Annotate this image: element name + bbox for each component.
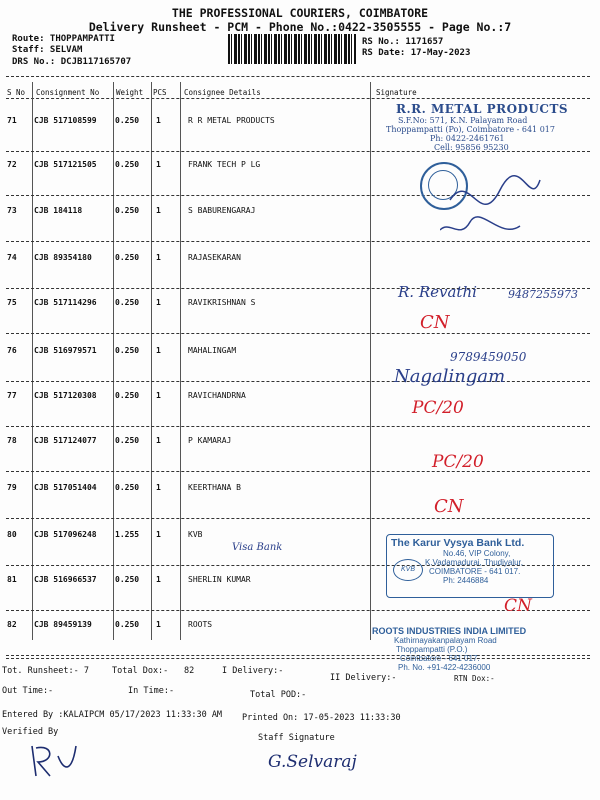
row-consignee: RAVIKRISHNAN S <box>188 298 256 307</box>
route: Route: THOPPAMPATTI <box>12 34 115 44</box>
total-pod: Total POD:- <box>250 690 307 700</box>
row-weight: 0.250 <box>115 116 140 125</box>
stamp-line: COIMBATORE - 641 017. <box>429 567 521 576</box>
row-consignee: P KAMARAJ <box>188 436 232 445</box>
row-weight: 0.250 <box>115 436 140 445</box>
stamp-line: Ph: 0422-2461761 <box>430 134 505 143</box>
row-sno: 78 <box>7 436 17 445</box>
rtn-dox: RTN Dox:- <box>454 674 495 683</box>
row-pcs: 1 <box>156 436 161 445</box>
runsheet-subtitle: Delivery Runsheet - PCM - Phone No.:0422-3505555 - Page No.:7 <box>88 20 512 34</box>
row-sno: 74 <box>7 253 17 262</box>
divider <box>6 76 590 77</box>
tot-runsheet: Tot. Runsheet:- 7 <box>2 666 89 676</box>
row-sno: 76 <box>7 346 17 355</box>
row-divider <box>6 288 590 289</box>
row-consignee: RAVICHANDRNA <box>188 391 246 400</box>
in-time: In Time:- <box>128 686 175 696</box>
row-sno: 79 <box>7 483 17 492</box>
row-pcs: 1 <box>156 530 161 539</box>
row-consignment: CJB 517124077 <box>34 436 97 445</box>
signature-scribble <box>440 160 580 250</box>
row-weight: 0.250 <box>115 483 140 492</box>
row-pcs: 1 <box>156 206 161 215</box>
row-divider <box>6 610 590 611</box>
row-pcs: 1 <box>156 346 161 355</box>
row-consignment: CJB 517051404 <box>34 483 97 492</box>
row-weight: 0.250 <box>115 620 140 629</box>
row-consignment: CJB 516979571 <box>34 346 97 355</box>
row-consignment: CJB 517120308 <box>34 391 97 400</box>
stamp-line: Coimbatore - 641 017. <box>400 654 480 663</box>
ii-delivery: II Delivery:- <box>330 673 397 683</box>
row-consignment: CJB 517096248 <box>34 530 97 539</box>
row-weight: 0.250 <box>115 298 140 307</box>
row-weight: 0.250 <box>115 253 140 262</box>
row-pcs: 1 <box>156 298 161 307</box>
printed-on: Printed On: 17-05-2023 11:33:30 <box>242 713 401 723</box>
col-pcs: PCS <box>153 88 167 97</box>
row-consignee: ROOTS <box>188 620 213 629</box>
row-consignment: CJB 517114296 <box>34 298 97 307</box>
staff-signature-label: Staff Signature <box>258 733 335 743</box>
column-rule <box>113 82 114 640</box>
row-weight: 0.250 <box>115 160 140 169</box>
handwritten-mark: PC/20 <box>412 398 464 418</box>
row-weight: 0.250 <box>115 391 140 400</box>
stamp-line: Thoppampatti (P.O.) <box>396 645 468 654</box>
i-delivery: I Delivery:- <box>222 666 284 676</box>
handwritten-note: Visa Bank <box>232 542 283 553</box>
row-sno: 71 <box>7 116 17 125</box>
stamp-line: Ph: 2446884 <box>443 576 489 585</box>
stamp-line: S.F.No: 571, K.N. Palayam Road <box>398 116 528 125</box>
col-consignee: Consignee Details <box>184 88 261 97</box>
handwritten-mark: CN <box>504 596 532 616</box>
row-pcs: 1 <box>156 575 161 584</box>
stamp-line: ROOTS INDUSTRIES INDIA LIMITED <box>372 626 527 636</box>
col-signature: Signature <box>376 88 417 97</box>
divider <box>6 658 590 659</box>
handwritten-name: R. Revathi <box>398 283 477 301</box>
stamp-line: Kathirnayakanpalayam Road <box>394 636 497 645</box>
rs-number: RS No.: 1171657 <box>362 37 444 47</box>
row-weight: 0.250 <box>115 206 140 215</box>
row-consignee: FRANK TECH P LG <box>188 160 261 169</box>
row-sno: 77 <box>7 391 17 400</box>
row-pcs: 1 <box>156 253 161 262</box>
row-pcs: 1 <box>156 483 161 492</box>
kvb-logo: KVB <box>393 559 423 581</box>
handwritten-mark: CN <box>420 312 450 333</box>
row-consignment: CJB 517121505 <box>34 160 97 169</box>
col-consignment: Consignment No <box>36 88 100 97</box>
staff: Staff: SELVAM <box>12 45 83 55</box>
row-sno: 82 <box>7 620 17 629</box>
divider <box>6 98 590 99</box>
handwritten-phone: 9487255973 <box>508 288 578 301</box>
stamp-line: No.46, VIP Colony, <box>443 549 511 558</box>
stamp-line: R.R. METAL PRODUCTS <box>396 102 569 116</box>
verified-by: Verified By <box>2 727 59 737</box>
row-consignee: SHERLIN KUMAR <box>188 575 251 584</box>
total-dox-label: Total Dox:- <box>112 666 169 676</box>
row-sno: 81 <box>7 575 17 584</box>
row-divider <box>6 518 590 519</box>
row-consignment: CJB 517108599 <box>34 116 97 125</box>
row-consignee: RAJASEKARAN <box>188 253 241 262</box>
row-consignment: CJB 89354180 <box>34 253 92 262</box>
row-consignee: MAHALINGAM <box>188 346 237 355</box>
row-consignee: R R METAL PRODUCTS <box>188 116 275 125</box>
row-consignment: CJB 184118 <box>34 206 83 215</box>
handwritten-mark: CN <box>434 496 464 517</box>
row-weight: 0.250 <box>115 346 140 355</box>
verifier-signature <box>24 736 84 786</box>
row-sno: 80 <box>7 530 17 539</box>
row-sno: 73 <box>7 206 17 215</box>
out-time: Out Time:- <box>2 686 54 696</box>
row-divider <box>6 333 590 334</box>
row-divider <box>6 471 590 472</box>
kvb-stamp <box>386 534 554 598</box>
handwritten-mark: PC/20 <box>432 452 484 472</box>
row-consignee: KEERTHANA B <box>188 483 241 492</box>
stamp-line: Ph. No. +91-422-4236000 <box>398 663 491 672</box>
column-rule <box>180 82 181 640</box>
rr-metal-stamp <box>372 102 572 152</box>
stamp-line: Thoppampatti (Po), Coimbatore - 641 017 <box>386 125 555 134</box>
barcode <box>228 34 356 64</box>
roots-stamp <box>372 626 572 672</box>
row-sno: 75 <box>7 298 17 307</box>
row-weight: 1.255 <box>115 530 140 539</box>
row-consignee: KVB <box>188 530 203 539</box>
stamp-line: The Karur Vysya Bank Ltd. <box>391 537 525 549</box>
rs-date: RS Date: 17-May-2023 <box>362 48 471 58</box>
column-rule <box>32 82 33 640</box>
staff-signature: G.Selvaraj <box>268 752 357 772</box>
stamp-line: Cell: 95856 95230 <box>434 143 509 152</box>
total-dox-value: 82 <box>184 666 195 676</box>
col-weight: Weight <box>116 88 144 97</box>
row-pcs: 1 <box>156 160 161 169</box>
entered-by: Entered By :KALAIPCM 05/17/2023 11:33:30 AM <box>2 710 223 720</box>
row-sno: 72 <box>7 160 17 169</box>
row-pcs: 1 <box>156 116 161 125</box>
row-weight: 0.250 <box>115 575 140 584</box>
handwritten-name: Nagalingam <box>394 366 506 387</box>
row-pcs: 1 <box>156 391 161 400</box>
column-rule <box>151 82 152 640</box>
drs-number: DRS No.: DCJB117165707 <box>12 57 132 67</box>
row-consignment: CJB 516966537 <box>34 575 97 584</box>
row-divider <box>6 426 590 427</box>
row-consignee: S BABURENGARAJ <box>188 206 256 215</box>
company-title: THE PROFESSIONAL COURIERS, COIMBATORE <box>171 6 429 20</box>
stamp-line: K.Vadamadurai, Thudiyalur, <box>425 558 523 567</box>
row-pcs: 1 <box>156 620 161 629</box>
col-sno: S No <box>7 88 26 97</box>
column-rule <box>370 82 371 640</box>
row-consignment: CJB 89459139 <box>34 620 92 629</box>
handwritten-phone: 9789459050 <box>450 350 527 364</box>
